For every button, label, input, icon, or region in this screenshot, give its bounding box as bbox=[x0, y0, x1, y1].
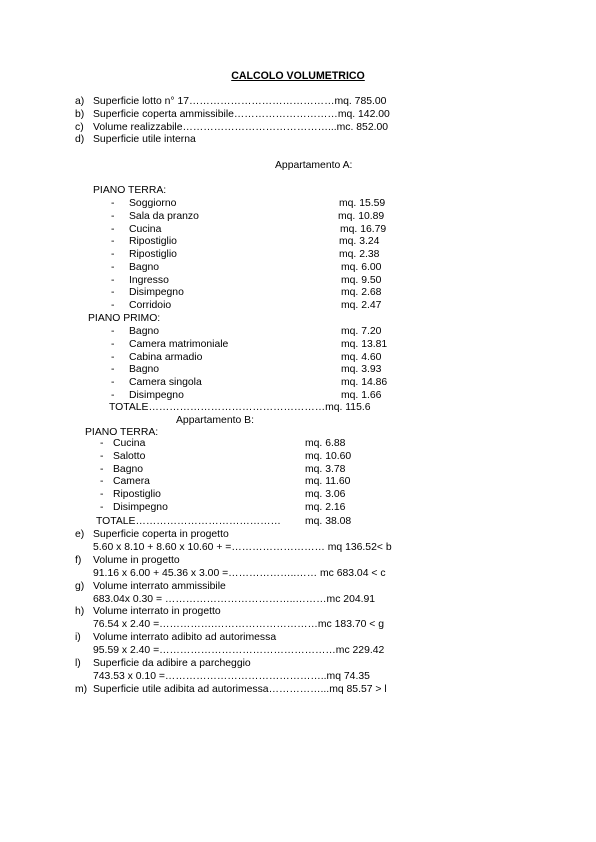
item-text: Volume in progetto bbox=[93, 554, 180, 566]
bullet-dash: - bbox=[111, 210, 115, 222]
room-name: Ripostiglio bbox=[129, 249, 177, 260]
item-calculation: 95.59 x 2.40 =……………………………………………mc 229.42 bbox=[93, 645, 385, 657]
room-area: mq. 2.38 bbox=[339, 249, 380, 260]
bullet-dash: - bbox=[100, 463, 104, 475]
bullet-dash: - bbox=[111, 377, 115, 388]
item-text: Volume interrato adibito ad autorimessa bbox=[93, 632, 277, 644]
item-text: Superficie coperta ammissibile…………………………mq. 142.00 bbox=[93, 109, 390, 120]
bullet-dash: - bbox=[100, 502, 104, 513]
room-area: mq. 6.88 bbox=[305, 438, 346, 449]
room-area: mq. 2.47 bbox=[341, 300, 382, 311]
item-letter: m) bbox=[75, 683, 88, 695]
room-name: Sala da pranzo bbox=[129, 210, 199, 222]
room-name: Bagno bbox=[113, 463, 144, 475]
bullet-dash: - bbox=[100, 476, 104, 488]
bullet-dash: - bbox=[111, 389, 115, 401]
room-area: mq. 14.86 bbox=[341, 377, 388, 388]
room-name: Salotto bbox=[113, 450, 146, 462]
room-name: Bagno bbox=[129, 326, 160, 337]
room-area: mq. 15.59 bbox=[339, 198, 386, 209]
room-name: Ripostiglio bbox=[113, 489, 161, 501]
room-name: Cucina bbox=[129, 223, 162, 235]
room-area: mq. 13.81 bbox=[341, 338, 388, 350]
room-area: mq. 2.68 bbox=[341, 287, 382, 299]
room-name: Camera matrimoniale bbox=[129, 338, 229, 350]
bullet-dash: - bbox=[111, 338, 115, 350]
item-calculation: 743.53 x 0.10 =………………………………………..mq 74.35 bbox=[93, 670, 370, 682]
bullet-dash: - bbox=[111, 351, 115, 363]
floor-label: PIANO PRIMO: bbox=[88, 313, 161, 324]
room-name: Corridoio bbox=[129, 300, 172, 311]
room-name: Camera singola bbox=[129, 377, 202, 388]
item-letter: e) bbox=[75, 529, 85, 540]
room-name: Soggiorno bbox=[129, 198, 177, 209]
room-name: Cabina armadio bbox=[129, 351, 203, 363]
item-letter: l) bbox=[75, 658, 81, 669]
item-letter: f) bbox=[75, 554, 82, 566]
bullet-dash: - bbox=[111, 236, 115, 248]
room-area: mq. 4.60 bbox=[341, 351, 382, 363]
item-text: Superficie utile adibita ad autorimessa……………...mq 85.57 > l bbox=[93, 683, 387, 695]
room-name: Disimpegno bbox=[129, 287, 184, 299]
bullet-dash: - bbox=[100, 489, 104, 501]
apartment-b-heading: Appartamento B: bbox=[176, 415, 254, 426]
item-calculation: 5.60 x 8.10 + 8.60 x 10.60 + =……………………… mq 136.52< b bbox=[93, 541, 392, 553]
bullet-dash: - bbox=[100, 438, 104, 449]
item-text: Volume interrato in progetto bbox=[93, 606, 221, 618]
floor-label: PIANO TERRA: bbox=[93, 185, 167, 196]
bullet-dash: - bbox=[100, 450, 104, 462]
room-name: Ingresso bbox=[129, 274, 169, 286]
document-title: CALCOLO VOLUMETRICO bbox=[231, 70, 365, 82]
room-area: mq. 3.93 bbox=[341, 364, 382, 376]
item-letter: d) bbox=[75, 134, 85, 145]
room-name: Bagno bbox=[129, 364, 160, 376]
room-area: mq. 11.60 bbox=[305, 476, 351, 488]
bullet-dash: - bbox=[111, 274, 115, 286]
item-letter: h) bbox=[75, 606, 85, 618]
item-text: Volume realizzabile……………………………………...mc. 852.00 bbox=[93, 122, 389, 133]
bullet-dash: - bbox=[111, 326, 115, 337]
item-letter: b) bbox=[75, 109, 85, 120]
item-letter: i) bbox=[75, 632, 81, 644]
room-name: Disimpegno bbox=[129, 389, 184, 401]
item-calculation: 683.04x 0.30 = ………………………………..………mc 204.91 bbox=[93, 593, 376, 605]
item-text: Superficie da adibire a parcheggio bbox=[93, 658, 251, 669]
apartment-a-total: TOTALE……………………………………………mq. 115.6 bbox=[109, 402, 371, 413]
item-letter: a) bbox=[75, 96, 85, 107]
item-text: Superficie utile interna bbox=[93, 134, 196, 145]
bullet-dash: - bbox=[111, 364, 115, 376]
room-area: mq. 1.66 bbox=[341, 389, 382, 401]
room-area: mq. 3.78 bbox=[305, 463, 346, 475]
room-area: mq. 6.00 bbox=[341, 261, 382, 273]
room-area: mq. 3.06 bbox=[305, 489, 346, 501]
bullet-dash: - bbox=[111, 287, 115, 299]
room-name: Cucina bbox=[113, 438, 146, 449]
room-area: mq. 7.20 bbox=[341, 326, 382, 337]
apartment-b-total-value: mq. 38.08 bbox=[305, 516, 352, 527]
room-name: Bagno bbox=[129, 261, 160, 273]
room-name: Ripostiglio bbox=[129, 236, 177, 248]
room-area: mq. 10.89 bbox=[338, 210, 385, 222]
room-name: Disimpegno bbox=[113, 502, 168, 513]
room-area: mq. 16.79 bbox=[340, 223, 387, 235]
room-area: mq. 9.50 bbox=[341, 274, 382, 286]
apartment-a-heading: Appartamento A: bbox=[275, 160, 353, 171]
bullet-dash: - bbox=[111, 223, 115, 235]
item-calculation: 76.54 x 2.40 =…………….…………………………mc 183.70 < g bbox=[93, 619, 385, 631]
bullet-dash: - bbox=[111, 249, 115, 260]
bullet-dash: - bbox=[111, 198, 115, 209]
room-area: mq. 2.16 bbox=[305, 502, 346, 513]
apartment-b-total-label: TOTALE…………………………………… bbox=[96, 516, 281, 527]
item-letter: g) bbox=[75, 580, 85, 592]
item-text: Volume interrato ammissibile bbox=[93, 580, 226, 592]
item-letter: c) bbox=[75, 122, 84, 133]
item-calculation: 91.16 x 6.00 + 45.36 x 3.00 =………………..…… mc 683.04 < c bbox=[93, 567, 386, 579]
item-text: Superficie lotto n° 17……………………………………mq. 785.00 bbox=[93, 96, 387, 107]
room-name: Camera bbox=[113, 476, 150, 488]
room-area: mq. 10.60 bbox=[305, 450, 352, 462]
bullet-dash: - bbox=[111, 300, 115, 311]
item-text: Superficie coperta in progetto bbox=[93, 529, 229, 540]
bullet-dash: - bbox=[111, 261, 115, 273]
room-area: mq. 3.24 bbox=[339, 236, 380, 248]
floor-label: PIANO TERRA: bbox=[85, 427, 159, 438]
